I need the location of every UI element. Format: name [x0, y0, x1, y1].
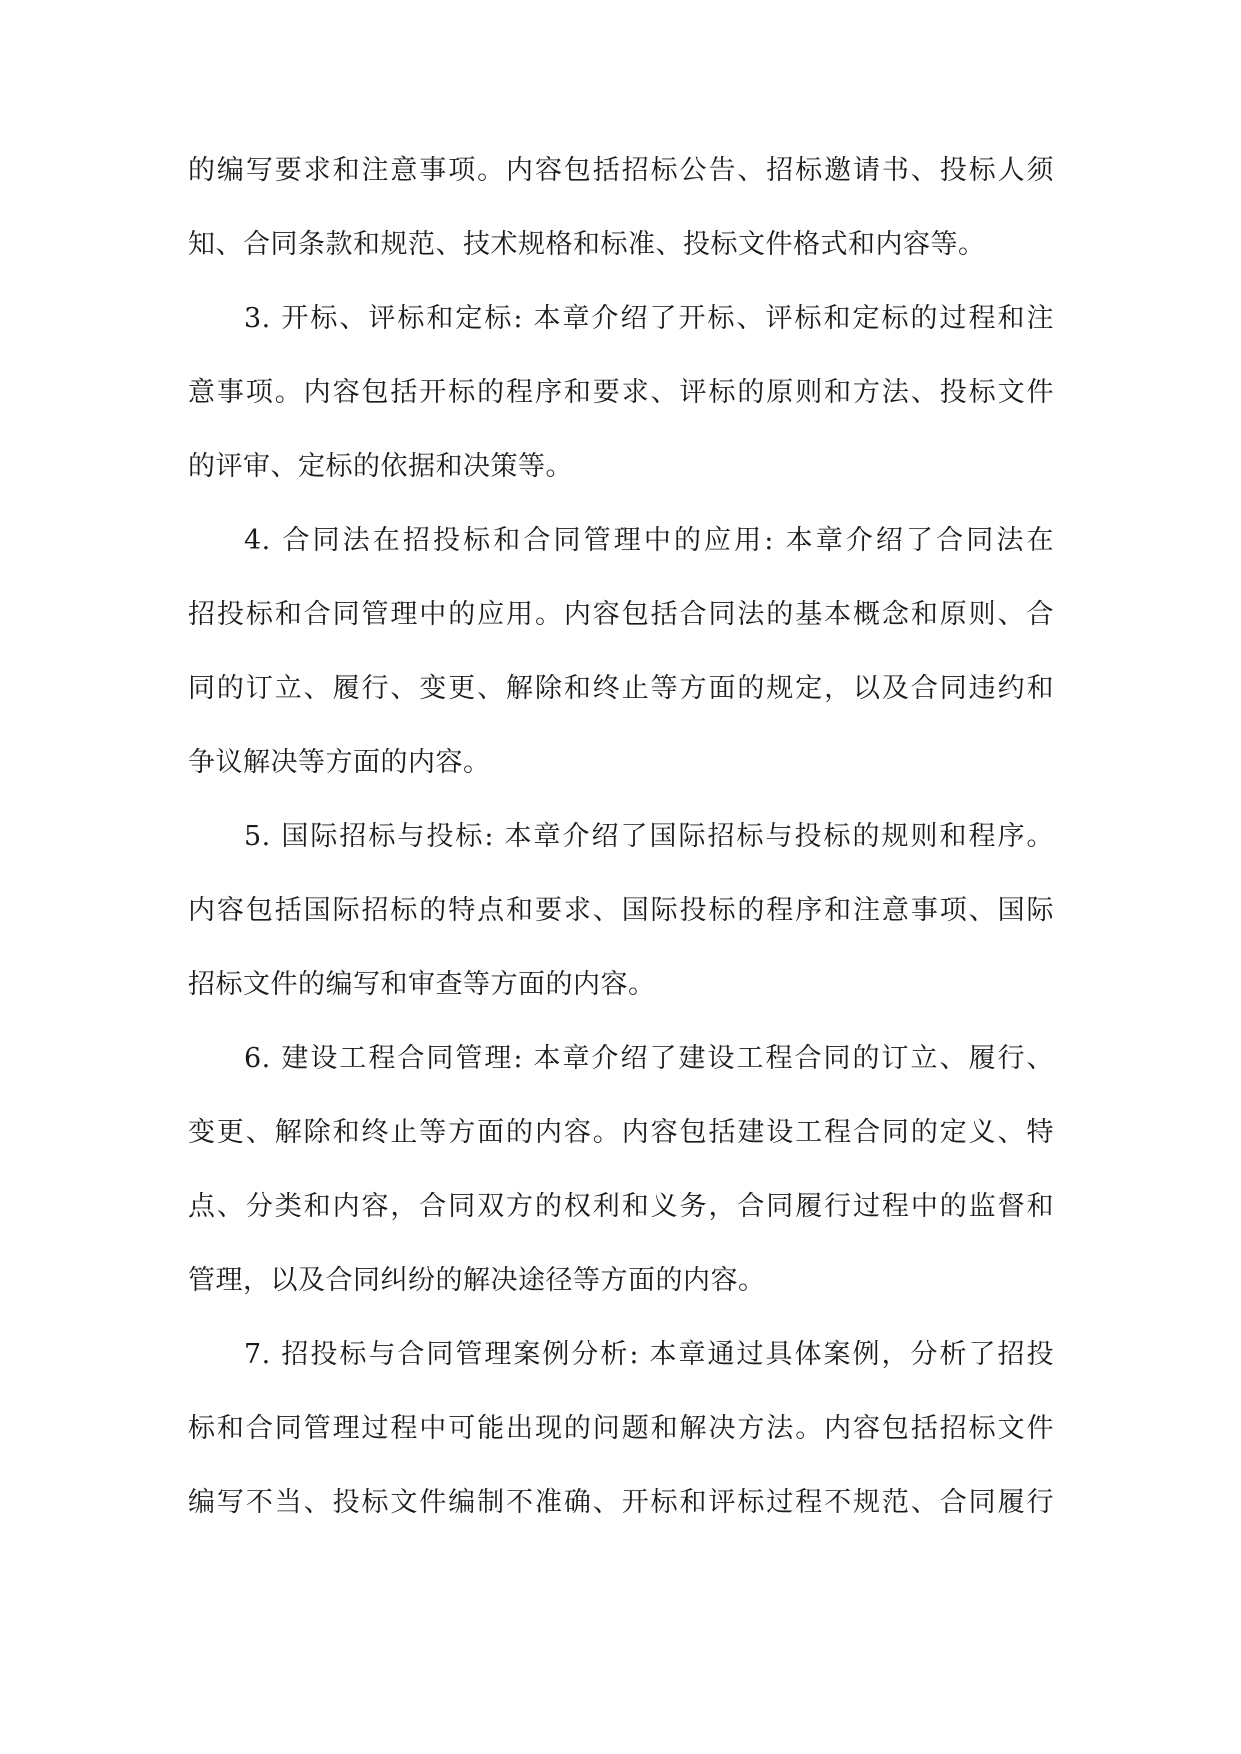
text-line: 内容包括国际招标的特点和要求、国际投标的程序和注意事项、国际	[188, 895, 1054, 926]
text-line: 3. 开标、评标和定标: 本章介绍了开标、评标和定标的过程和注	[244, 303, 1054, 334]
text-line: 6. 建设工程合同管理: 本章介绍了建设工程合同的订立、履行、	[244, 1043, 1054, 1074]
text-line: 7. 招投标与合同管理案例分析: 本章通过具体案例，分析了招投	[244, 1339, 1054, 1370]
text-line: 管理，以及合同纠纷的解决途径等方面的内容。	[188, 1265, 766, 1296]
text-line: 点、分类和内容，合同双方的权利和义务，合同履行过程中的监督和	[188, 1191, 1054, 1222]
document-body	[188, 143, 1054, 1549]
text-line: 争议解决等方面的内容。	[188, 747, 491, 778]
text-line: 的评审、定标的依据和决策等。	[188, 451, 573, 482]
text-line: 变更、解除和终止等方面的内容。内容包括建设工程合同的定义、特	[188, 1117, 1054, 1148]
text-line: 同的订立、履行、变更、解除和终止等方面的规定，以及合同违约和	[188, 673, 1054, 704]
text-line: 标和合同管理过程中可能出现的问题和解决方法。内容包括招标文件	[188, 1413, 1054, 1444]
text-line: 招投标和合同管理中的应用。内容包括合同法的基本概念和原则、合	[188, 599, 1054, 630]
text-line: 编写不当、投标文件编制不准确、开标和评标过程不规范、合同履行	[188, 1487, 1054, 1518]
text-line: 的编写要求和注意事项。内容包括招标公告、招标邀请书、投标人须	[188, 155, 1054, 186]
text-line: 5. 国际招标与投标: 本章介绍了国际招标与投标的规则和程序。	[244, 821, 1054, 852]
text-line: 招标文件的编写和审查等方面的内容。	[188, 969, 656, 1000]
text-line: 知、合同条款和规范、技术规格和标准、投标文件格式和内容等。	[188, 229, 986, 260]
text-line: 4. 合同法在招投标和合同管理中的应用: 本章介绍了合同法在	[244, 525, 1054, 556]
text-line: 意事项。内容包括开标的程序和要求、评标的原则和方法、投标文件	[188, 377, 1054, 408]
